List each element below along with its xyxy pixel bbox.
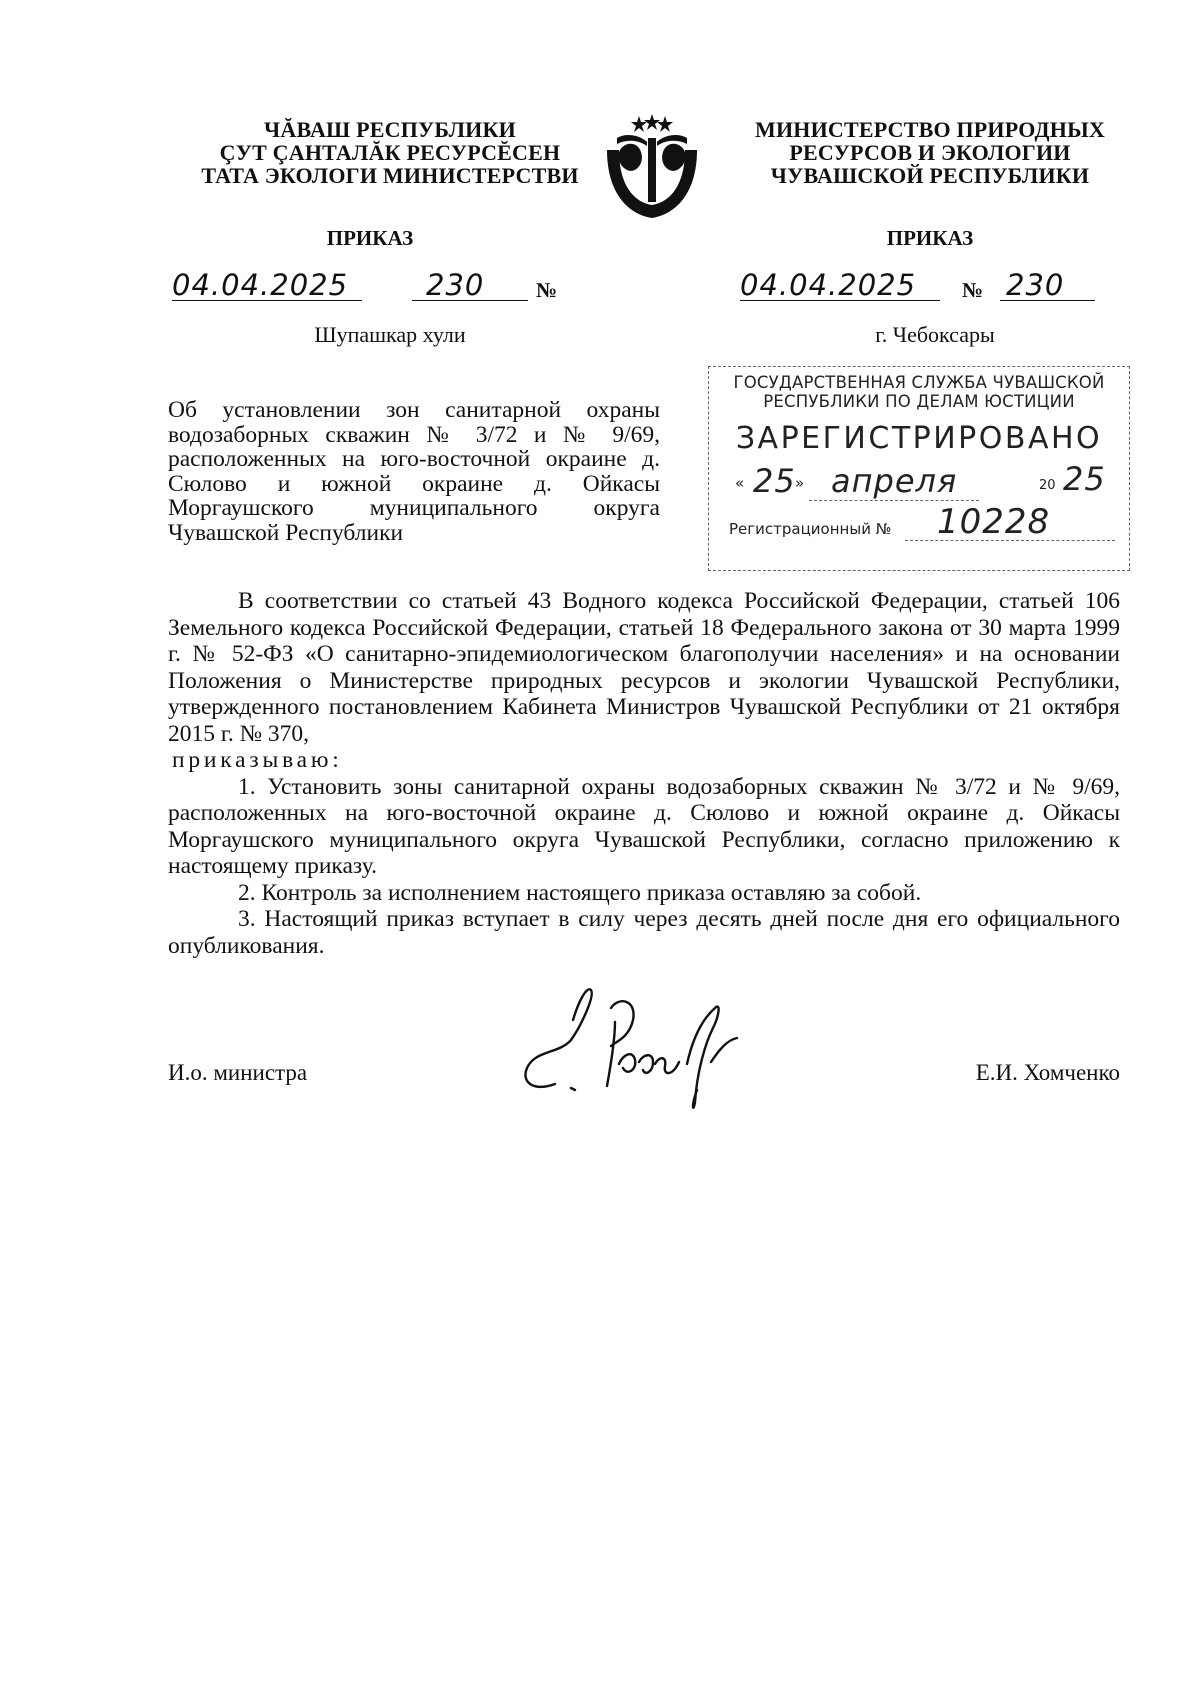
stamp-line-2: РЕСПУБЛИКИ ПО ДЕЛАМ ЮСТИЦИИ xyxy=(763,392,1075,411)
order-item-3: 3. Настоящий приказ вступает в силу через десять дней после дня его официального опубликования. xyxy=(168,906,1120,959)
chuvash-emblem-icon xyxy=(597,112,707,222)
stamp-status: ЗАРЕГИСТРИРОВАНО xyxy=(735,421,1103,456)
header-right-line-2: РЕСУРСОВ И ЭКОЛОГИИ xyxy=(789,140,1071,165)
stamp-year-suffix: 25 xyxy=(1063,460,1106,498)
right-doc-type: ПРИКАЗ xyxy=(886,226,974,250)
order-word: приказываю: xyxy=(172,747,343,773)
header-left-line-2: ÇУТ ÇАНТАЛĂК РЕСУРСĔСЕН xyxy=(219,140,561,165)
stamp-day: 25 xyxy=(753,462,796,500)
right-number-line xyxy=(1000,268,1095,301)
order-item-2: 2. Контроль за исполнением настоящего приказа оставляю за собой. xyxy=(238,879,922,906)
stamp-reg-underline xyxy=(905,540,1115,541)
order-subject: Об установлении зон санитарной охраны водозаборных скважин № 3/72 и № 9/69, расположенных на юго-восточной окраине д. Сюлово и южной окраине д. Ойкасы Моргаушского муниципального округа Чувашской Республики xyxy=(168,397,660,546)
header-left-line-1: ЧĂВАШ РЕСПУБЛИКИ xyxy=(264,117,516,142)
header-right-org xyxy=(735,118,1125,187)
order-body xyxy=(168,588,1120,959)
stamp-year-prefix: 20 xyxy=(1039,478,1056,493)
signatory-name: Е.И. Хомченко xyxy=(975,1060,1120,1085)
header-right-line-1: МИНИСТЕРСТВО ПРИРОДНЫХ xyxy=(754,117,1106,142)
right-city: г. Чебоксары xyxy=(875,322,995,347)
header-left-org xyxy=(195,118,585,187)
left-number-sign: № xyxy=(536,278,558,302)
right-date: 04.04.2025 xyxy=(740,268,917,302)
signatory-position: И.о. министра xyxy=(168,1060,308,1085)
stamp-reg-row xyxy=(709,504,1129,544)
header-right-line-3: ЧУВАШСКОЙ РЕСПУБЛИКИ xyxy=(770,163,1090,188)
left-date: 04.04.2025 xyxy=(172,268,349,302)
left-doc-type: ПРИКАЗ xyxy=(326,226,414,250)
stamp-month: апреля xyxy=(831,462,958,500)
left-date-line xyxy=(172,268,362,301)
handwritten-signature xyxy=(515,980,790,1120)
order-item-1: 1. Установить зоны санитарной охраны водозаборных скважин № 3/72 и № 9/69, расположенных на юго-восточной окраине д. Сюлово и южной окраине д. Ойкасы Моргаушского муниципального округа Чувашской Республики, согласно приложению к настоящему приказу. xyxy=(168,773,1120,879)
stamp-date-row xyxy=(709,460,1129,504)
right-date-line xyxy=(740,268,940,301)
stamp-close-quote: » xyxy=(795,474,805,492)
stamp-reg-label: Регистрационный № xyxy=(729,520,892,538)
left-number-line xyxy=(412,268,528,301)
preamble-paragraph: В соответствии со статьей 43 Водного кодекса Российской Федерации, статьей 106 Земельного кодекса Российской Федерации, статьей 18 Федерального закона от 30 марта 1999 г. № 52-ФЗ «О санитарно-эпидемиологическом благополучии населения» и на основании Положения о Министерстве природных ресурсов и экологии Чувашской Республики, утвержденного постановлением Кабинета Министров Чувашской Республики от 21 октября 2015 г. № 370, xyxy=(168,588,1120,747)
stamp-month-underline xyxy=(809,500,979,501)
stamp-open-quote: « xyxy=(735,474,745,492)
left-city: Шупашкар хули xyxy=(314,322,466,347)
registration-stamp xyxy=(708,366,1130,571)
right-number-sign: № xyxy=(962,278,984,302)
right-number: 230 xyxy=(1006,268,1065,302)
header-left-line-3: ТАТА ЭКОЛОГИ МИНИСТЕРСТВИ xyxy=(201,163,579,188)
stamp-reg-number: 10228 xyxy=(937,502,1051,542)
left-number: 230 xyxy=(426,268,485,302)
stamp-line-1: ГОСУДАРСТВЕННАЯ СЛУЖБА ЧУВАШСКОЙ xyxy=(733,373,1105,392)
